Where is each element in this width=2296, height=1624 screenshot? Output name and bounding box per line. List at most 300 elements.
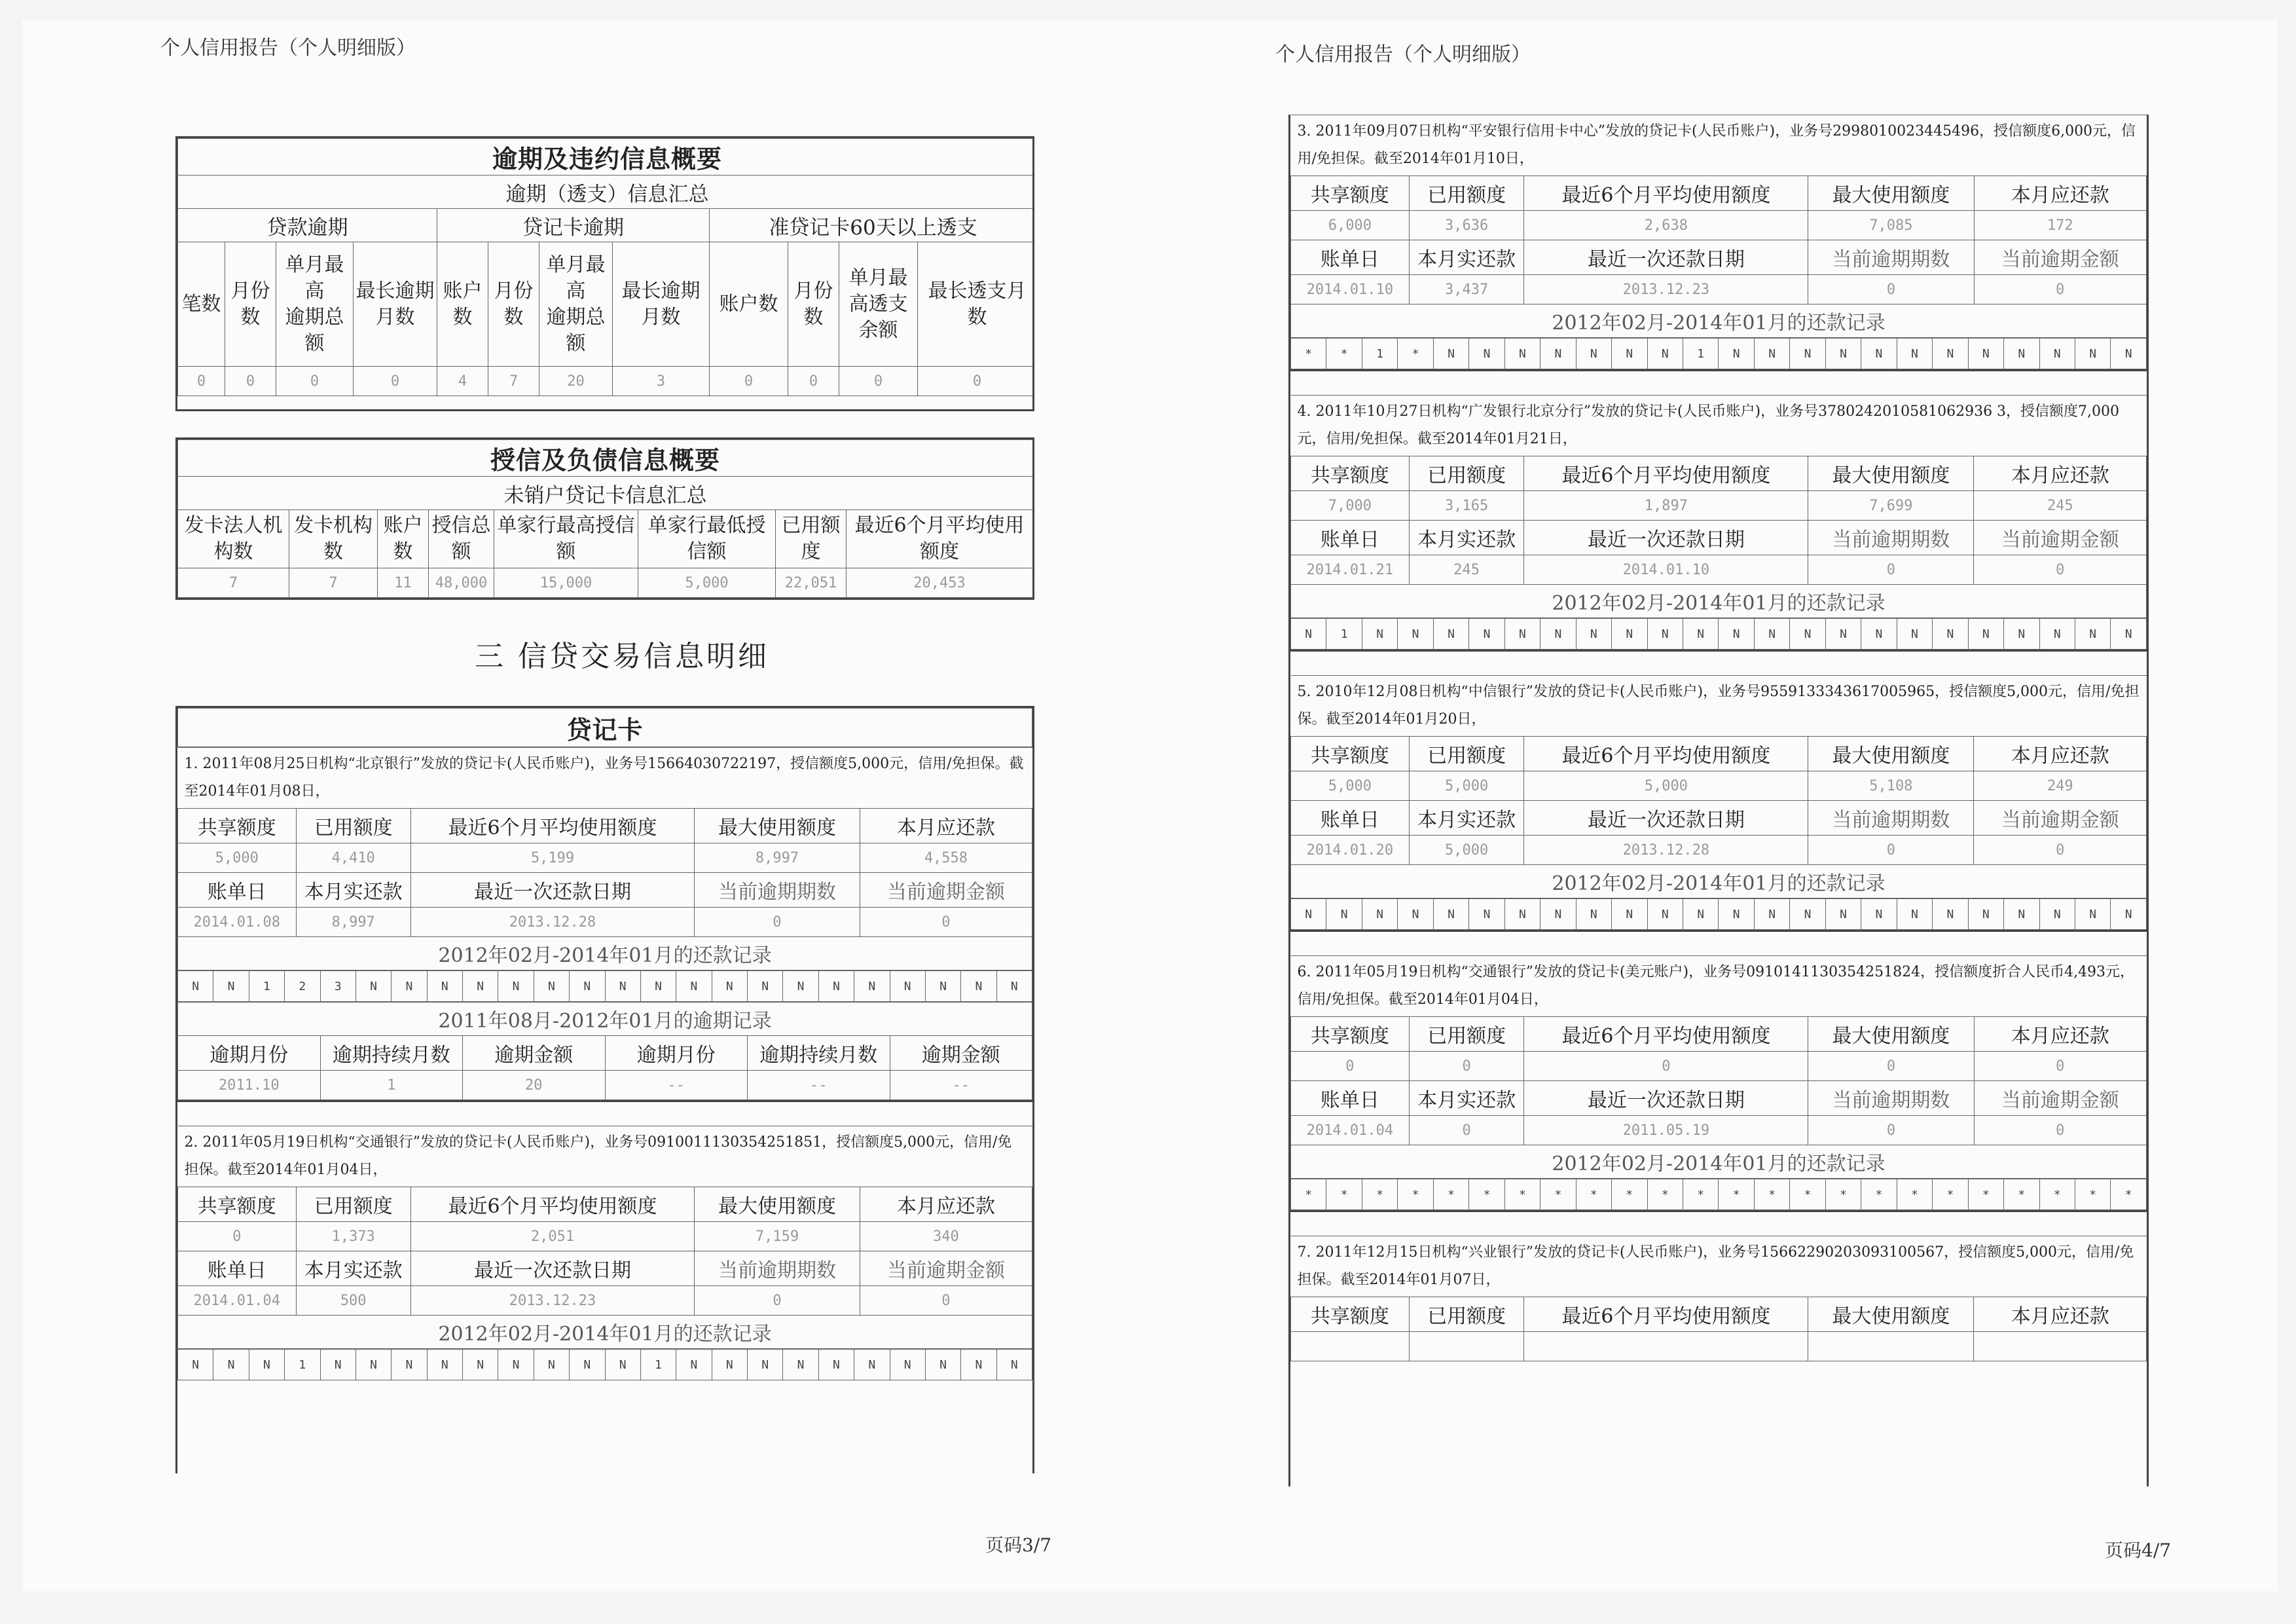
value-cell: 0 bbox=[1974, 836, 2147, 865]
overdue-value-cell: 20 bbox=[539, 367, 613, 396]
card-gap bbox=[1290, 369, 2147, 395]
repayment-status-cell: * bbox=[1433, 1179, 1468, 1210]
value-cell bbox=[1974, 1332, 2147, 1361]
col-count: 笔数 bbox=[178, 242, 225, 367]
repayment-status-cell: N bbox=[2039, 339, 2075, 369]
label-shared-limit: 共享额度 bbox=[1291, 176, 1410, 211]
overdue-summary-table bbox=[175, 136, 1034, 411]
value-cell: 172 bbox=[1974, 211, 2147, 240]
label-due: 本月应还款 bbox=[1974, 456, 2147, 491]
value-cell: 0 bbox=[695, 1286, 860, 1316]
repayment-status-cell: N bbox=[1504, 619, 1540, 650]
value-cell: 3,636 bbox=[1409, 211, 1524, 240]
section-title: 三 信贷交易信息明细 bbox=[475, 640, 769, 673]
label-paid: 本月实还款 bbox=[1409, 240, 1524, 275]
label-bill-day: 账单日 bbox=[1291, 240, 1410, 275]
credit-summary-col: 最近6个月平均使用额度 bbox=[847, 510, 1033, 568]
right-page-number: 页码4/7 bbox=[2105, 1540, 2172, 1561]
value-cell: 5,000 bbox=[1524, 771, 1808, 801]
repayment-status-cell: * bbox=[1647, 1179, 1683, 1210]
repayment-status-cell: N bbox=[2111, 619, 2147, 650]
card-gap bbox=[177, 1100, 1032, 1126]
col-longest: 最长逾期月数 bbox=[613, 242, 710, 367]
repayment-status-cell: N bbox=[178, 1350, 213, 1380]
repayment-status-cell: N bbox=[2111, 339, 2147, 369]
repayment-status-cell: N bbox=[2111, 899, 2147, 930]
repayment-status-cell: N bbox=[355, 971, 391, 1002]
repayment-status-cell: N bbox=[1469, 339, 1504, 369]
overdue-record-label: 逾期月份 bbox=[605, 1036, 748, 1071]
credit-card-record bbox=[1290, 369, 2147, 650]
repayment-status-cell: N bbox=[570, 1350, 605, 1380]
repayment-record-grid bbox=[1290, 1179, 2147, 1210]
label-cur-overdue-periods: 当前逾期期数 bbox=[1808, 521, 1974, 555]
label-due: 本月应还款 bbox=[1974, 1017, 2147, 1052]
repayment-status-cell: N bbox=[1504, 339, 1540, 369]
label-shared-limit: 共享额度 bbox=[178, 1187, 297, 1222]
credit-summary-value: 7 bbox=[178, 568, 289, 598]
value-cell: 0 bbox=[695, 908, 860, 937]
overdue-record-value: -- bbox=[890, 1071, 1032, 1100]
credit-card-detail-table bbox=[1290, 955, 2147, 1179]
repayment-status-cell: N bbox=[1897, 339, 1932, 369]
overdue-value-cell: 0 bbox=[354, 367, 437, 396]
label-max-used: 最大使用额度 bbox=[1808, 1017, 1974, 1052]
credit-summary-value: 20,453 bbox=[847, 568, 1033, 598]
value-cell: 500 bbox=[296, 1286, 410, 1316]
repayment-status-cell: N bbox=[1469, 899, 1504, 930]
credit-summary-value: 5,000 bbox=[638, 568, 776, 598]
label-avg6: 最近6个月平均使用额度 bbox=[1524, 176, 1808, 211]
repayment-status-cell: * bbox=[2004, 1179, 2039, 1210]
repayment-status-cell: N bbox=[427, 971, 462, 1002]
credit-summary-col: 授信总额 bbox=[429, 510, 494, 568]
repayment-status-cell: N bbox=[961, 1350, 996, 1380]
repayment-record-title: 2012年02月-2014年01月的还款记录 bbox=[1291, 865, 2147, 898]
credit-card-detail-table bbox=[1290, 675, 2147, 898]
label-max-used: 最大使用额度 bbox=[1808, 176, 1974, 211]
repayment-status-cell: N bbox=[676, 1350, 712, 1380]
label-used-limit: 已用额度 bbox=[1409, 456, 1524, 491]
credit-summary-col: 单家行最高授信额 bbox=[494, 510, 638, 568]
value-cell: 2013.12.28 bbox=[1524, 836, 1808, 865]
label-cur-overdue-amount: 当前逾期金额 bbox=[860, 1251, 1032, 1286]
repayment-status-cell: * bbox=[1576, 1179, 1611, 1210]
repayment-status-cell: N bbox=[1647, 619, 1683, 650]
repayment-status-cell: N bbox=[463, 971, 498, 1002]
value-cell: 1,897 bbox=[1524, 491, 1808, 521]
value-cell: 2014.01.04 bbox=[178, 1286, 297, 1316]
credit-summary-col: 发卡法人机构数 bbox=[178, 510, 289, 568]
card-description: 1. 2011年08月25日机构“北京银行”发放的贷记卡(人民币账户)，业务号15664030722197，授信额度5,000元，信用/免担保。截至2014年01月08日， bbox=[178, 748, 1032, 809]
card-gap bbox=[1290, 650, 2147, 675]
value-cell: 7,699 bbox=[1808, 491, 1974, 521]
value-cell: 0 bbox=[1808, 836, 1974, 865]
repayment-status-cell: N bbox=[1825, 619, 1861, 650]
label-used-limit: 已用额度 bbox=[296, 809, 410, 843]
repayment-status-cell: N bbox=[1754, 899, 1789, 930]
value-cell: 2013.12.28 bbox=[410, 908, 694, 937]
repayment-status-cell: N bbox=[498, 1350, 534, 1380]
repayment-status-cell: N bbox=[1683, 899, 1718, 930]
credit-summary-header-row bbox=[178, 510, 1033, 568]
repayment-record-grid bbox=[1290, 338, 2147, 369]
value-cell: 0 bbox=[1409, 1116, 1524, 1145]
repayment-status-cell: N bbox=[498, 971, 534, 1002]
credit-summary-value: 22,051 bbox=[776, 568, 847, 598]
credit-summary-table bbox=[175, 437, 1034, 600]
card-description: 2. 2011年05月19日机构“交通银行”发放的贷记卡(人民币账户)，业务号0910011130354251851，授信额度5,000元，信用/免担保。截至2014年01月04日， bbox=[178, 1126, 1032, 1187]
repayment-status-cell: * bbox=[1612, 1179, 1647, 1210]
repayment-status-cell: * bbox=[1291, 1179, 1326, 1210]
overdue-record-label: 逾期金额 bbox=[463, 1036, 606, 1071]
overdue-value-cell: 0 bbox=[276, 367, 354, 396]
repayment-status-cell: 1 bbox=[285, 1350, 320, 1380]
overdue-record-label: 逾期持续月数 bbox=[748, 1036, 890, 1071]
label-last-pay: 最近一次还款日期 bbox=[1524, 240, 1808, 275]
value-cell: 8,997 bbox=[695, 843, 860, 873]
value-cell: 4,410 bbox=[296, 843, 410, 873]
value-cell: 4,558 bbox=[860, 843, 1032, 873]
repayment-status-cell: N bbox=[1719, 339, 1754, 369]
overdue-value-cell: 0 bbox=[710, 367, 788, 396]
repayment-status-cell: N bbox=[854, 1350, 890, 1380]
value-cell bbox=[1291, 1332, 1410, 1361]
repayment-status-cell: N bbox=[1968, 619, 2003, 650]
overdue-record-title: 2011年08月-2012年01月的逾期记录 bbox=[178, 1003, 1032, 1036]
col-accounts: 账户数 bbox=[437, 242, 488, 367]
value-cell: 0 bbox=[1409, 1052, 1524, 1081]
label-shared-limit: 共享额度 bbox=[1291, 456, 1410, 491]
label-avg6: 最近6个月平均使用额度 bbox=[410, 1187, 694, 1222]
label-paid: 本月实还款 bbox=[296, 873, 410, 908]
overdue-record-value: 2011.10 bbox=[178, 1071, 321, 1100]
label-last-pay: 最近一次还款日期 bbox=[1524, 521, 1808, 555]
repayment-status-cell: * bbox=[1362, 1179, 1397, 1210]
repayment-status-cell: N bbox=[320, 1350, 355, 1380]
label-cur-overdue-periods: 当前逾期期数 bbox=[695, 1251, 860, 1286]
credit-summary-subtitle: 未销户贷记卡信息汇总 bbox=[178, 477, 1033, 510]
repayment-record-title: 2012年02月-2014年01月的还款记录 bbox=[1291, 585, 2147, 618]
repayment-status-cell: 1 bbox=[1362, 339, 1397, 369]
label-shared-limit: 共享额度 bbox=[1291, 1017, 1410, 1052]
repayment-status-cell: N bbox=[890, 1350, 925, 1380]
credit-summary-value: 7 bbox=[289, 568, 378, 598]
repayment-status-cell: N bbox=[1719, 899, 1754, 930]
credit-summary-value: 15,000 bbox=[494, 568, 638, 598]
overdue-values-row bbox=[178, 367, 1035, 396]
label-bill-day: 账单日 bbox=[1291, 1081, 1410, 1116]
value-cell: 0 bbox=[1808, 1052, 1974, 1081]
overdue-value-cell: 0 bbox=[225, 367, 276, 396]
value-cell: 0 bbox=[1974, 275, 2147, 304]
label-avg6: 最近6个月平均使用额度 bbox=[1524, 456, 1808, 491]
repayment-status-cell: N bbox=[748, 1350, 783, 1380]
overdue-value-cell: 0 bbox=[918, 367, 1035, 396]
label-max-used: 最大使用额度 bbox=[695, 1187, 860, 1222]
repayment-status-cell: N bbox=[1326, 899, 1362, 930]
credit-card-section-title: 贷记卡 bbox=[178, 709, 1032, 747]
label-paid: 本月实还款 bbox=[1409, 1081, 1524, 1116]
repayment-status-cell: N bbox=[463, 1350, 498, 1380]
repayment-status-cell: N bbox=[1433, 339, 1468, 369]
repayment-record-title: 2012年02月-2014年01月的还款记录 bbox=[1291, 304, 2147, 338]
credit-card-detail-table bbox=[177, 1126, 1032, 1349]
label-due: 本月应还款 bbox=[1974, 176, 2147, 211]
repayment-status-cell: N bbox=[1398, 899, 1433, 930]
repayment-status-cell: N bbox=[178, 971, 213, 1002]
value-cell: 5,199 bbox=[410, 843, 694, 873]
repayment-status-cell: N bbox=[676, 971, 712, 1002]
repayment-status-cell: 1 bbox=[1326, 619, 1362, 650]
repayment-status-cell: N bbox=[2039, 619, 2075, 650]
value-cell: 0 bbox=[178, 1222, 297, 1251]
repayment-status-cell: N bbox=[783, 1350, 818, 1380]
overdue-value-cell: 0 bbox=[839, 367, 918, 396]
repayment-status-cell: 1 bbox=[249, 971, 284, 1002]
overdue-summary-subtitle: 逾期（透支）信息汇总 bbox=[178, 175, 1035, 209]
repayment-status-cell: N bbox=[1861, 339, 1897, 369]
credit-card-record bbox=[1290, 650, 2147, 930]
credit-summary-value: 48,000 bbox=[429, 568, 494, 598]
overdue-record-label: 逾期金额 bbox=[890, 1036, 1032, 1071]
repayment-status-cell: * bbox=[2111, 1179, 2147, 1210]
value-cell: 2013.12.23 bbox=[1524, 275, 1808, 304]
credit-summary-col: 单家行最低授信额 bbox=[638, 510, 776, 568]
col-single-max: 单月最高 逾期总额 bbox=[276, 242, 354, 367]
label-cur-overdue-periods: 当前逾期期数 bbox=[1808, 240, 1974, 275]
value-cell: 8,997 bbox=[296, 908, 410, 937]
value-cell: 5,000 bbox=[178, 843, 297, 873]
label-shared-limit: 共享额度 bbox=[1291, 1297, 1410, 1332]
repayment-status-cell: N bbox=[818, 971, 854, 1002]
card-description: 4. 2011年10月27日机构“广发银行北京分行”发放的贷记卡(人民币账户)，业务号3780242010581062936 3，授信额度7,000元，信用/免担保。截至2014年01月21日， bbox=[1291, 396, 2147, 456]
credit-summary-col: 已用额度 bbox=[776, 510, 847, 568]
repayment-status-cell: N bbox=[1647, 339, 1683, 369]
label-cur-overdue-periods: 当前逾期期数 bbox=[1808, 801, 1974, 836]
credit-card-record bbox=[1290, 930, 2147, 1210]
repayment-status-cell: N bbox=[355, 1350, 391, 1380]
repayment-status-cell: N bbox=[854, 971, 890, 1002]
repayment-status-cell: N bbox=[1576, 619, 1611, 650]
repayment-status-cell: N bbox=[1398, 619, 1433, 650]
card-description: 3. 2011年09月07日机构“平安银行信用卡中心”发放的贷记卡(人民币账户)，业务号2998010023445496，授信额度6,000元，信用/免担保。截至2014年01月10日， bbox=[1291, 115, 2147, 176]
group-credit-card-overdue: 贷记卡逾期 bbox=[437, 209, 710, 242]
left-card-list bbox=[177, 747, 1032, 1380]
repayment-status-cell: N bbox=[534, 1350, 569, 1380]
col-longest-overdraft: 最长透支月数 bbox=[918, 242, 1035, 367]
label-used-limit: 已用额度 bbox=[1409, 176, 1524, 211]
label-avg6: 最近6个月平均使用额度 bbox=[1524, 1017, 1808, 1052]
repayment-status-cell: N bbox=[1968, 339, 2003, 369]
repayment-status-cell: N bbox=[2004, 899, 2039, 930]
value-cell: 2,638 bbox=[1524, 211, 1808, 240]
repayment-status-cell: * bbox=[1326, 339, 1362, 369]
value-cell: 0 bbox=[1524, 1052, 1808, 1081]
label-cur-overdue-periods: 当前逾期期数 bbox=[1808, 1081, 1974, 1116]
repayment-status-cell: N bbox=[1683, 619, 1718, 650]
repayment-record-grid bbox=[177, 970, 1032, 1002]
repayment-status-cell: * bbox=[1754, 1179, 1789, 1210]
repayment-record-title: 2012年02月-2014年01月的还款记录 bbox=[178, 1316, 1032, 1349]
repayment-status-cell: * bbox=[1790, 1179, 1825, 1210]
overdue-value-cell: 4 bbox=[437, 367, 488, 396]
label-last-pay: 最近一次还款日期 bbox=[410, 1251, 694, 1286]
repayment-status-cell: * bbox=[1861, 1179, 1897, 1210]
repayment-status-cell: N bbox=[427, 1350, 462, 1380]
label-due: 本月应还款 bbox=[860, 809, 1032, 843]
label-avg6: 最近6个月平均使用额度 bbox=[1524, 1297, 1808, 1332]
repayment-status-cell: * bbox=[1897, 1179, 1932, 1210]
value-cell: 5,000 bbox=[1409, 771, 1524, 801]
value-cell: 2014.01.20 bbox=[1291, 836, 1410, 865]
credit-card-block-left bbox=[175, 706, 1034, 1473]
value-cell: 0 bbox=[1974, 1116, 2147, 1145]
repayment-status-cell: N bbox=[2004, 339, 2039, 369]
repayment-status-cell: N bbox=[996, 971, 1032, 1002]
repayment-status-cell: N bbox=[1576, 899, 1611, 930]
label-cur-overdue-amount: 当前逾期金额 bbox=[1974, 801, 2147, 836]
label-avg6: 最近6个月平均使用额度 bbox=[410, 809, 694, 843]
repayment-status-cell: * bbox=[1933, 1179, 1968, 1210]
repayment-status-cell: N bbox=[1825, 339, 1861, 369]
label-due: 本月应还款 bbox=[860, 1187, 1032, 1222]
repayment-status-cell: N bbox=[1933, 339, 1968, 369]
right-card-list bbox=[1290, 115, 2147, 1361]
label-bill-day: 账单日 bbox=[178, 873, 297, 908]
repayment-status-cell: 1 bbox=[640, 1350, 676, 1380]
repayment-status-cell: N bbox=[1612, 619, 1647, 650]
value-cell: 2,051 bbox=[410, 1222, 694, 1251]
label-cur-overdue-amount: 当前逾期金额 bbox=[1974, 521, 2147, 555]
repayment-status-cell: * bbox=[1504, 1179, 1540, 1210]
value-cell: 2014.01.04 bbox=[1291, 1116, 1410, 1145]
repayment-status-cell: * bbox=[1326, 1179, 1362, 1210]
credit-summary-col: 账户数 bbox=[378, 510, 429, 568]
repayment-status-cell: N bbox=[818, 1350, 854, 1380]
repayment-status-cell: * bbox=[1719, 1179, 1754, 1210]
overdue-record-value: 1 bbox=[320, 1071, 463, 1100]
repayment-status-cell: N bbox=[1433, 899, 1468, 930]
label-cur-overdue-amount: 当前逾期金额 bbox=[860, 873, 1032, 908]
credit-card-detail-table bbox=[1290, 395, 2147, 618]
repayment-status-cell: N bbox=[392, 971, 427, 1002]
value-cell: 2014.01.10 bbox=[1524, 555, 1808, 585]
value-cell: 7,159 bbox=[695, 1222, 860, 1251]
credit-card-record bbox=[177, 1100, 1032, 1380]
repayment-status-cell: * bbox=[1540, 1179, 1576, 1210]
label-last-pay: 最近一次还款日期 bbox=[1524, 801, 1808, 836]
repayment-record-title: 2012年02月-2014年01月的还款记录 bbox=[1291, 1145, 2147, 1179]
value-cell: 2011.05.19 bbox=[1524, 1116, 1808, 1145]
credit-card-record bbox=[177, 747, 1032, 1100]
left-page-header: 个人信用报告（个人明细版） bbox=[160, 37, 416, 60]
credit-card-block-right bbox=[1288, 115, 2149, 1486]
overdue-record-label: 逾期持续月数 bbox=[320, 1036, 463, 1071]
credit-summary-col: 发卡机构数 bbox=[289, 510, 378, 568]
repayment-status-cell: N bbox=[213, 971, 249, 1002]
card-description: 6. 2011年05月19日机构“交通银行”发放的贷记卡(美元账户)，业务号0910141130354251824，授信额度折合人民币4,493元，信用/免担保。截至2014年01月04日， bbox=[1291, 956, 2147, 1017]
repayment-record-grid bbox=[177, 1349, 1032, 1380]
repayment-status-cell: N bbox=[890, 971, 925, 1002]
label-due: 本月应还款 bbox=[1974, 1297, 2147, 1332]
col-months: 月份数 bbox=[225, 242, 276, 367]
repayment-status-cell: N bbox=[1576, 339, 1611, 369]
value-cell: 5,108 bbox=[1808, 771, 1974, 801]
overdue-value-cell: 0 bbox=[178, 367, 225, 396]
repayment-status-cell: N bbox=[783, 971, 818, 1002]
value-cell: 5,000 bbox=[1409, 836, 1524, 865]
repayment-status-cell: * bbox=[1469, 1179, 1504, 1210]
repayment-status-cell: N bbox=[1897, 619, 1932, 650]
repayment-status-cell: N bbox=[1612, 899, 1647, 930]
label-cur-overdue-periods: 当前逾期期数 bbox=[695, 873, 860, 908]
repayment-status-cell: N bbox=[1968, 899, 2003, 930]
label-max-used: 最大使用额度 bbox=[1808, 1297, 1974, 1332]
repayment-status-cell: N bbox=[1719, 619, 1754, 650]
repayment-status-cell: N bbox=[925, 1350, 960, 1380]
credit-summary-value: 11 bbox=[378, 568, 429, 598]
group-loan-overdue: 贷款逾期 bbox=[178, 209, 437, 242]
repayment-status-cell: N bbox=[1540, 339, 1576, 369]
repayment-status-cell: N bbox=[534, 971, 569, 1002]
value-cell: 0 bbox=[1808, 555, 1974, 585]
repayment-status-cell: N bbox=[1933, 619, 1968, 650]
card-gap bbox=[1290, 1210, 2147, 1236]
overdue-record-value: -- bbox=[605, 1071, 748, 1100]
repayment-status-cell: N bbox=[1861, 619, 1897, 650]
repayment-status-cell: N bbox=[712, 1350, 747, 1380]
label-used-limit: 已用额度 bbox=[1409, 737, 1524, 771]
value-cell bbox=[1808, 1332, 1974, 1361]
value-cell: 3,437 bbox=[1409, 275, 1524, 304]
col-single-max-overdraft: 单月最高透支余额 bbox=[839, 242, 918, 367]
repayment-status-cell: N bbox=[1790, 619, 1825, 650]
repayment-status-cell: N bbox=[1647, 899, 1683, 930]
card-gap bbox=[1290, 930, 2147, 955]
repayment-status-cell: N bbox=[1825, 899, 1861, 930]
value-cell: 0 bbox=[860, 908, 1032, 937]
repayment-status-cell: N bbox=[605, 971, 640, 1002]
value-cell: 245 bbox=[1974, 491, 2147, 521]
repayment-status-cell: N bbox=[1433, 619, 1468, 650]
overdue-record-table bbox=[177, 1002, 1032, 1100]
repayment-status-cell: N bbox=[1612, 339, 1647, 369]
value-cell: 0 bbox=[1974, 1052, 2147, 1081]
repayment-status-cell: N bbox=[1790, 339, 1825, 369]
repayment-status-cell: N bbox=[2075, 339, 2110, 369]
repayment-status-cell: N bbox=[605, 1350, 640, 1380]
value-cell: 0 bbox=[1291, 1052, 1410, 1081]
credit-card-detail-table bbox=[1290, 1236, 2147, 1361]
overdue-summary-title: 逾期及违约信息概要 bbox=[178, 139, 1035, 175]
repayment-status-cell: N bbox=[1790, 899, 1825, 930]
repayment-status-cell: N bbox=[2075, 619, 2110, 650]
repayment-status-cell: N bbox=[1362, 619, 1397, 650]
repayment-status-cell: N bbox=[1540, 899, 1576, 930]
label-shared-limit: 共享额度 bbox=[1291, 737, 1410, 771]
value-cell: 0 bbox=[860, 1286, 1032, 1316]
label-max-used: 最大使用额度 bbox=[1808, 737, 1974, 771]
value-cell: 340 bbox=[860, 1222, 1032, 1251]
label-cur-overdue-amount: 当前逾期金额 bbox=[1974, 240, 2147, 275]
repayment-status-cell: * bbox=[1825, 1179, 1861, 1210]
repayment-status-cell: N bbox=[925, 971, 960, 1002]
repayment-status-cell: 2 bbox=[285, 971, 320, 1002]
value-cell: 2014.01.10 bbox=[1291, 275, 1410, 304]
repayment-record-grid bbox=[1290, 618, 2147, 650]
label-max-used: 最大使用额度 bbox=[1808, 456, 1974, 491]
